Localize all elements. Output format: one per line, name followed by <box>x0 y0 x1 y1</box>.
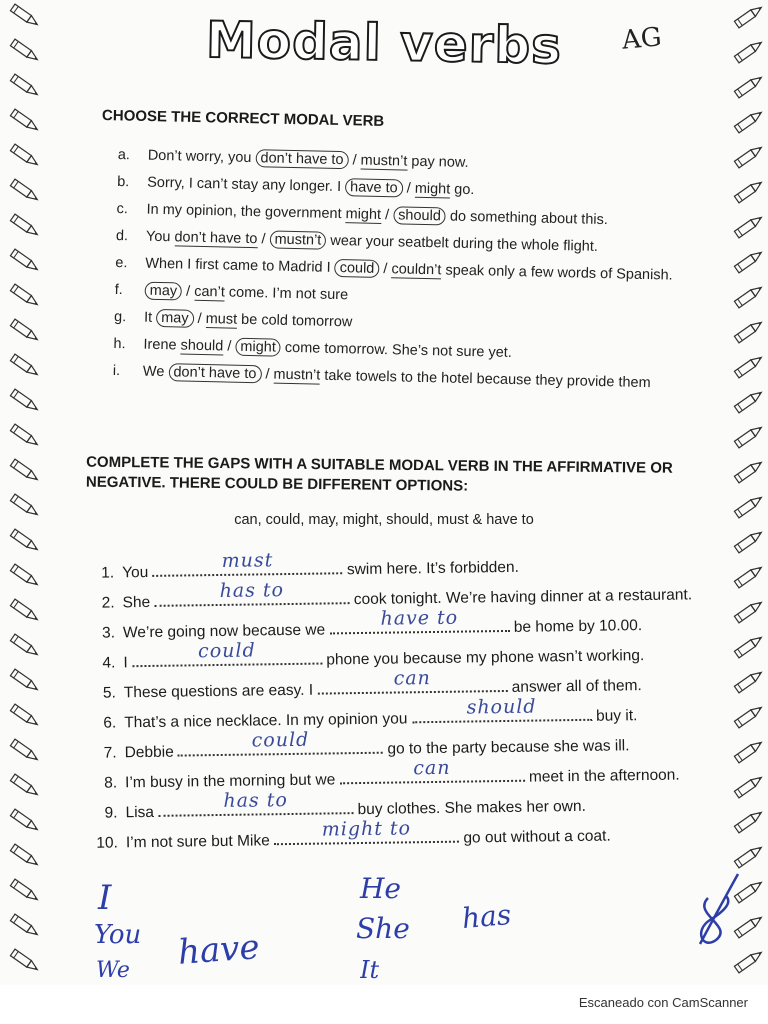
pencil-icon <box>6 595 43 628</box>
pencil-icon <box>6 700 43 733</box>
pencil-icon <box>6 945 43 978</box>
option-1: don’t have to <box>168 363 261 383</box>
pencil-icon <box>6 525 43 558</box>
option-2: mustn’t <box>360 152 408 170</box>
gap-text-after: swim here. It’s forbidden. <box>346 558 520 579</box>
pencil-icon <box>6 875 43 908</box>
option-2: mustn’t <box>269 230 326 249</box>
gap-text-before: I’m not sure but Mike <box>125 832 270 852</box>
item-text-before: Don’t worry, you <box>147 147 256 167</box>
option-1: don’t have to <box>255 149 348 169</box>
option-separator: / <box>223 338 236 355</box>
hand-pronoun-you: You <box>94 920 142 950</box>
answer-line <box>274 817 459 846</box>
item-text-before: Sorry, I can’t stay any longer. I <box>146 174 346 196</box>
answer-line <box>158 789 353 817</box>
item-text-before: In my opinion, the government <box>146 201 346 223</box>
option-separator: / <box>261 366 274 383</box>
gap-text-before: That’s a nice necklace. In my opinion you <box>124 710 408 732</box>
item-letter: f. <box>114 281 123 299</box>
gap-number: 6. <box>103 714 117 732</box>
pencil-icon <box>6 280 43 313</box>
option-1: might <box>345 206 382 223</box>
handwritten-answer: could <box>251 728 310 752</box>
option-1: may <box>145 282 183 301</box>
item-text-after: come. I’m not sure <box>224 284 349 304</box>
pencil-icon <box>6 770 43 803</box>
gap-number: 5. <box>102 684 116 702</box>
gap-number: 8. <box>104 774 118 792</box>
gap-text-before: These questions are easy. I <box>123 681 314 702</box>
item-text-after: come tomorrow. She’s not sure yet. <box>280 339 513 361</box>
gap-text-before: We’re going now because we <box>122 621 326 642</box>
item-text-after: do something about this. <box>445 208 609 229</box>
item-text-after: take towels to the hotel because they provide them <box>320 367 651 392</box>
option-separator: / <box>402 180 415 197</box>
gap-number: 10. <box>96 834 119 852</box>
gap-number: 4. <box>102 654 116 672</box>
option-separator: / <box>181 283 195 300</box>
gap-text-after: be home by 10.00. <box>513 617 643 636</box>
gap-text-before: Debbie <box>124 743 174 762</box>
option-2: can’t <box>194 283 226 301</box>
hand-pronoun-she: She <box>356 912 410 945</box>
pencil-icon <box>6 210 43 243</box>
pencil-icon <box>6 455 43 488</box>
item-letter: g. <box>113 308 127 326</box>
pencil-icon <box>6 630 43 663</box>
gap-number: 3. <box>101 624 116 642</box>
pencil-icon <box>6 175 43 208</box>
option-separator: / <box>380 206 394 224</box>
handwritten-answer: can <box>413 756 451 780</box>
pencil-icon <box>730 420 767 453</box>
item-text-after: pay now. <box>407 153 469 171</box>
gap-number: 9. <box>104 804 118 822</box>
handwritten-answer: should <box>466 695 537 719</box>
item-text-before: It <box>143 309 157 326</box>
gap-number: 2. <box>101 594 115 612</box>
pencil-icon <box>6 840 43 873</box>
pencil-icon <box>6 805 43 838</box>
pencil-icon <box>6 70 43 103</box>
option-2: mustn’t <box>273 366 321 384</box>
item-text-before: Irene <box>143 336 181 354</box>
item-text-before: We <box>142 363 169 381</box>
item-letter: i. <box>112 362 121 380</box>
item-text-after: speak only a few words of Spanish. <box>441 262 673 284</box>
pencil-icon <box>6 420 43 453</box>
item-letter: a. <box>117 146 131 164</box>
gap-text-after: meet in the afternoon. <box>528 766 680 786</box>
scanner-watermark: Escaneado con CamScanner <box>578 995 748 1010</box>
section1-items <box>112 146 767 404</box>
gap-text-before: Lisa <box>125 803 155 822</box>
gap-text-after: go to the party because she was ill. <box>387 737 630 758</box>
pencil-icon <box>6 105 43 138</box>
pencil-icon <box>730 105 767 138</box>
pencil-icon <box>6 910 43 943</box>
student-initials: AG <box>620 22 663 56</box>
answer-line <box>178 728 383 757</box>
gap-text-before: She <box>122 593 151 612</box>
item-text-before: When I first came to Madrid I <box>145 255 335 276</box>
gap-text-after: phone you because my phone wasn’t working. <box>326 647 645 669</box>
answer-line <box>152 549 342 577</box>
teacher-mark-icon <box>686 870 746 950</box>
pencil-icon <box>6 735 43 768</box>
hand-pronoun-he: He <box>360 872 401 905</box>
handwritten-answer: can <box>393 667 431 690</box>
option-1: should <box>180 337 224 355</box>
option-1: may <box>156 309 194 328</box>
option-separator: / <box>257 231 270 248</box>
option-1: have to <box>345 178 403 197</box>
handwritten-answer: has to <box>223 789 288 812</box>
answer-line <box>132 639 322 668</box>
option-separator: / <box>379 260 392 278</box>
gap-text-after: buy it. <box>595 707 638 725</box>
gap-text-before: I’m busy in the morning but we <box>124 771 336 792</box>
pencil-icon <box>6 560 43 593</box>
pencil-border-left <box>4 0 44 985</box>
option-1: could <box>334 259 379 278</box>
option-separator: / <box>348 152 361 169</box>
option-2: must <box>205 311 238 328</box>
gap-number: 1. <box>101 564 115 582</box>
item-text-before: You <box>145 228 175 246</box>
pencil-icon <box>6 385 43 418</box>
answer-line <box>154 579 349 607</box>
answer-line <box>329 606 509 635</box>
hand-pronoun-it: It <box>360 956 380 984</box>
hand-has: has <box>460 897 513 936</box>
item-letter: d. <box>115 227 129 245</box>
item-letter: e. <box>115 254 128 272</box>
page-title: Modal verbs <box>205 10 563 76</box>
pencil-icon <box>6 350 43 383</box>
option-2: couldn’t <box>391 261 442 279</box>
item-text-after: go. <box>450 181 475 199</box>
answer-line <box>317 667 507 695</box>
hand-have: have <box>176 927 261 973</box>
handwritten-answer: must <box>221 549 274 572</box>
section1-heading: CHOOSE THE CORRECT MODAL VERB <box>101 107 385 130</box>
pencil-icon <box>6 140 43 173</box>
hand-pronoun-i: I <box>98 878 112 918</box>
option-2: should <box>393 206 446 225</box>
handwritten-answer: has to <box>219 579 285 602</box>
option-2: might <box>235 338 281 357</box>
handwritten-answer: could <box>197 639 256 663</box>
gap-text-after: go out without a coat. <box>463 827 611 847</box>
gap-text-after: buy clothes. She makes her own. <box>357 797 586 819</box>
handwritten-answer: have to <box>380 606 459 630</box>
section2-heading: COMPLETE THE GAPS WITH A SUITABLE MODAL VERB IN THE AFFIRMATIVE OR NEGATIVE. THERE COULD BE DIFFERENT OPTIONS: <box>85 453 673 495</box>
item-letter: h. <box>113 335 126 353</box>
gap-number: 7. <box>103 744 117 762</box>
pencil-icon <box>6 665 43 698</box>
section2-items <box>74 549 758 862</box>
gap-text-before: I <box>123 654 128 672</box>
hand-pronoun-we: We <box>96 958 130 983</box>
gap-text-after: answer all of them. <box>511 677 642 696</box>
gap-text-before: You <box>122 563 149 582</box>
option-1: don’t have to <box>174 229 258 248</box>
item-text-after: wear your seatbelt during the whole flight. <box>326 232 599 255</box>
option-2: might <box>414 180 451 198</box>
answer-line <box>412 695 592 724</box>
option-separator: / <box>193 310 206 328</box>
item-letter: b. <box>117 173 130 191</box>
item-letter: c. <box>116 200 129 218</box>
gap-text-after: cook tonight. We’re having dinner at a restaurant. <box>353 586 693 609</box>
answer-line <box>339 756 524 785</box>
pencil-icon <box>6 315 43 348</box>
item-text-after: be cold tomorrow <box>236 311 353 331</box>
pencil-icon <box>6 245 43 278</box>
handwritten-answer: might to <box>321 817 412 841</box>
word-bank: can, could, may, might, should, must & have to <box>234 512 534 528</box>
